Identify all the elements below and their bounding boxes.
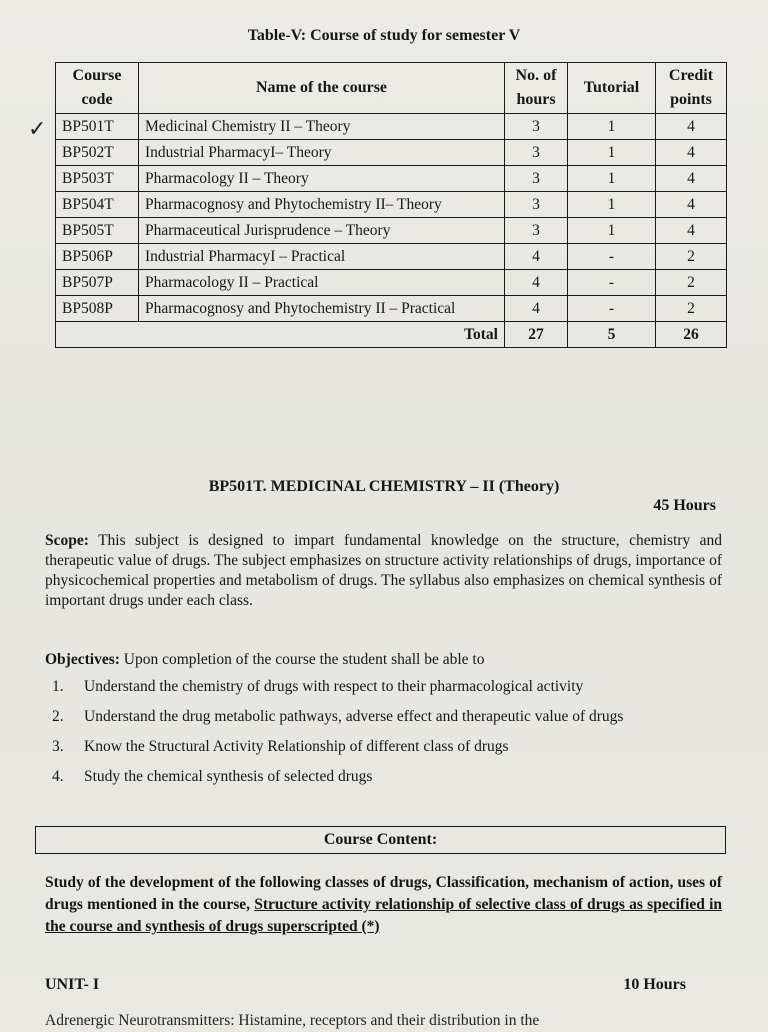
list-item-number: 1. <box>52 678 64 695</box>
cell-name: Industrial PharmacyI– Theory <box>139 140 505 166</box>
cell-code: BP506P <box>56 244 139 270</box>
cell-code: BP503T <box>56 166 139 192</box>
cell-tutorial: - <box>568 244 656 270</box>
cell-code: BP504T <box>56 192 139 218</box>
cell-credit: 4 <box>656 140 727 166</box>
list-item-number: 3. <box>52 738 64 755</box>
table-row <box>56 270 727 296</box>
cell-hours: 3 <box>505 114 568 140</box>
list-item-number: 4. <box>52 768 64 785</box>
objectives-intro <box>45 651 722 669</box>
list-item <box>52 677 722 697</box>
cell-name: Pharmacology II – Practical <box>139 270 505 296</box>
cell-code: BP505T <box>56 218 139 244</box>
total-label: Total <box>56 322 505 348</box>
table-row <box>56 218 727 244</box>
cell-code: BP507P <box>56 270 139 296</box>
cell-name: Medicinal Chemistry II – Theory <box>139 114 505 140</box>
cell-tutorial: 1 <box>568 140 656 166</box>
table-row <box>56 140 727 166</box>
cell-tutorial: - <box>568 270 656 296</box>
list-item <box>52 707 722 727</box>
unit-hours: 10 Hours <box>623 976 686 993</box>
list-item-text: Understand the chemistry of drugs with respect to their pharmacological activity <box>84 678 584 695</box>
list-item <box>52 767 722 787</box>
unit-heading: UNIT- I <box>45 976 100 993</box>
total-tutorial: 5 <box>568 322 656 348</box>
cell-tutorial: 1 <box>568 166 656 192</box>
objectives-label: Objectives: <box>45 651 120 668</box>
objectives-list <box>52 677 722 797</box>
study-text-a: Study of the development of the following classes of drugs, Classification, mechanism of action, uses of drugs mentioned in the course, <box>45 874 722 913</box>
list-item-text: Know the Structural Activity Relationship of different class of drugs <box>84 738 509 755</box>
cell-code: BP508P <box>56 296 139 322</box>
study-text-underlined: Structure activity relationship of selective class of drugs as specified in the course and synthesis of drugs superscripted (*) <box>45 896 722 935</box>
cell-tutorial: - <box>568 296 656 322</box>
cell-hours: 4 <box>505 244 568 270</box>
header-hours: No. of hours <box>505 63 568 114</box>
cell-hours: 3 <box>505 192 568 218</box>
list-item-number: 2. <box>52 708 64 725</box>
scope-text: This subject is designed to impart fundamental knowledge on the structure, chemistry and therapeutic value of drugs. The subject emphasizes on structure activity relationships of drugs, importance of physicochemical properties and metabolism of drugs. The syllabus also emphasizes on chemical synthesis of important drugs under each class. <box>45 532 722 609</box>
cell-name: Industrial PharmacyI – Practical <box>139 244 505 270</box>
scope-label: Scope: <box>45 532 89 549</box>
study-paragraph <box>45 872 722 938</box>
cell-hours: 3 <box>505 218 568 244</box>
cell-credit: 2 <box>656 270 727 296</box>
total-hours: 27 <box>505 322 568 348</box>
course-table <box>55 62 727 348</box>
cell-hours: 4 <box>505 296 568 322</box>
table-total-row <box>56 322 727 348</box>
table-row <box>56 192 727 218</box>
handwritten-check-mark: ✓ <box>28 116 47 141</box>
header-course-code: Course code <box>56 63 139 114</box>
header-tutorial: Tutorial <box>568 63 656 114</box>
objectives-text: Upon completion of the course the student shall be able to <box>123 651 485 668</box>
table-row <box>56 244 727 270</box>
list-item-text: Understand the drug metabolic pathways, adverse effect and therapeutic value of drugs <box>84 708 624 725</box>
table-row <box>56 166 727 192</box>
cell-hours: 3 <box>505 140 568 166</box>
cell-credit: 4 <box>656 166 727 192</box>
scope-paragraph <box>45 531 722 611</box>
cell-credit: 2 <box>656 296 727 322</box>
cell-tutorial: 1 <box>568 114 656 140</box>
header-credit-points: Credit points <box>656 63 727 114</box>
cell-code: BP501T <box>56 114 139 140</box>
section-hours: 45 Hours <box>653 497 716 514</box>
table-title: Table-V: Course of study for semester V <box>247 27 521 44</box>
table-row <box>56 114 727 140</box>
cell-name: Pharmacology II – Theory <box>139 166 505 192</box>
table-row <box>56 296 727 322</box>
cell-credit: 4 <box>656 218 727 244</box>
cut-off-text-line: Adrenergic Neurotransmitters: Histamine, receptors and their distribution in the <box>45 1012 540 1029</box>
cell-tutorial: 1 <box>568 218 656 244</box>
section-title: BP501T. MEDICINAL CHEMISTRY – II (Theory) <box>208 478 560 495</box>
cell-credit: 4 <box>656 114 727 140</box>
cell-credit: 2 <box>656 244 727 270</box>
cell-name: Pharmacognosy and Phytochemistry II – Practical <box>139 296 505 322</box>
list-item-text: Study the chemical synthesis of selected drugs <box>84 768 373 785</box>
cell-code: BP502T <box>56 140 139 166</box>
cell-hours: 3 <box>505 166 568 192</box>
cell-tutorial: 1 <box>568 192 656 218</box>
table-header-row <box>56 63 727 114</box>
cell-hours: 4 <box>505 270 568 296</box>
list-item <box>52 737 722 757</box>
total-credit: 26 <box>656 322 727 348</box>
cell-name: Pharmacognosy and Phytochemistry II– Theory <box>139 192 505 218</box>
cell-credit: 4 <box>656 192 727 218</box>
cell-name: Pharmaceutical Jurisprudence – Theory <box>139 218 505 244</box>
course-content-heading: Course Content: <box>35 826 726 854</box>
header-course-name: Name of the course <box>139 63 505 114</box>
